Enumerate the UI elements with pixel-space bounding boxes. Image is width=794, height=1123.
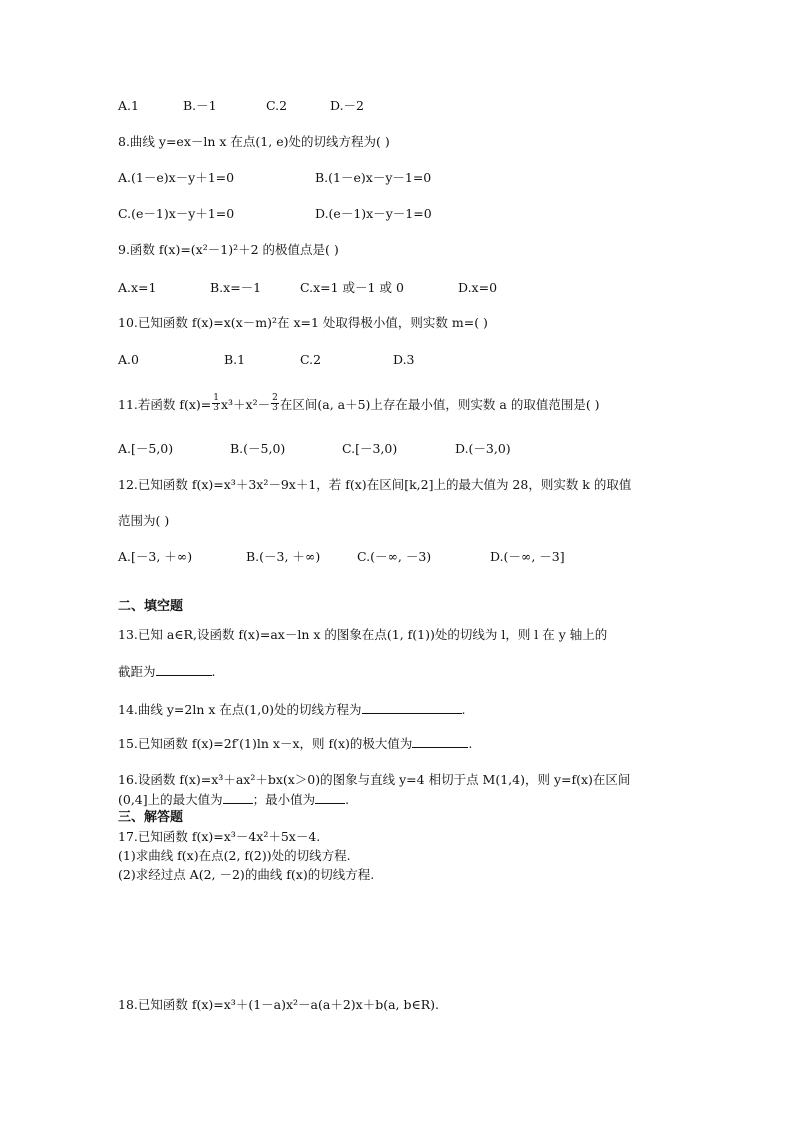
q13-line-2-period: .: [211, 664, 216, 679]
q11-stem: [118, 393, 600, 415]
q16-line-2-text-c: .: [345, 792, 350, 807]
q14-period: .: [461, 702, 466, 717]
q8-option-a: A.(1－e)x－y＋1=0: [118, 170, 235, 185]
q16-line-2-text-b: ；最小值为: [252, 792, 316, 807]
q16-max-answer-blank[interactable]: [223, 791, 253, 804]
q11-option-d: D.(－3,0): [455, 441, 511, 456]
q15-line: [118, 735, 472, 752]
q11-fraction-2: [271, 394, 279, 413]
q12-option-c: C.(－∞, －3): [357, 549, 432, 564]
q13-answer-blank[interactable]: [156, 663, 212, 676]
q17-part-2: (2)求经过点 A(2, －2)的曲线 f(x)的切线方程.: [118, 867, 375, 882]
q8-option-c: C.(e－1)x－y＋1=0: [118, 206, 235, 221]
section-answer-title: 三、解答题: [118, 810, 184, 825]
q10-option-a: A.0: [118, 352, 139, 367]
q12-option-b: B.(－3, ＋∞): [246, 549, 321, 564]
q17-stem: 17.已知函数 f(x)=x³－4x²＋5x－4.: [118, 829, 321, 844]
q14-line: [118, 701, 466, 718]
q9-option-c: C.x=1 或－1 或 0: [300, 280, 404, 295]
q16-min-answer-blank[interactable]: [315, 791, 345, 804]
q13-line-2: [118, 663, 216, 680]
q10-option-b: B.1: [224, 352, 246, 367]
q15-answer-blank[interactable]: [412, 735, 468, 748]
q13-line-2-text: 截距为: [118, 664, 156, 679]
q9-option-b: B.x=－1: [210, 280, 262, 295]
q11-stem-part-a: 11.若函数 f(x)=: [118, 397, 212, 412]
q7-option-c: C.2: [266, 98, 288, 113]
q11-option-b: B.(－5,0): [230, 441, 286, 456]
q8-stem: 8.曲线 y=ex－ln x 在点(1, e)处的切线方程为( ): [118, 134, 390, 149]
q7-option-b: B.－1: [183, 98, 217, 113]
q16-line-2-text-a: (0,4]上的最大值为: [118, 792, 223, 807]
q9-option-a: A.x=1: [118, 280, 157, 295]
q9-option-d: D.x=0: [458, 280, 498, 295]
q18-stem: 18.已知函数 f(x)=x³＋(1－a)x²－a(a＋2)x＋b(a, b∈R).: [118, 997, 439, 1012]
q17-part-1: (1)求曲线 f(x)在点(2, f(2))处的切线方程.: [118, 848, 351, 863]
q12-option-d: D.(－∞, －3]: [490, 549, 565, 564]
q12-stem-line-1: 12.已知函数 f(x)=x³＋3x²－9x＋1，若 f(x)在区间[k,2]上的最大值为 28，则实数 k 的取值: [118, 477, 632, 492]
q10-option-c: C.2: [300, 352, 322, 367]
q11-option-c: C.[－3,0): [342, 441, 398, 456]
q8-option-d: D.(e－1)x－y－1=0: [315, 206, 432, 221]
q10-stem: 10.已知函数 f(x)=x(x－m)²在 x=1 处取得极小值，则实数 m=( ): [118, 315, 488, 330]
section-fill-in-title: 二、填空题: [118, 599, 184, 614]
q11-fraction-2-denominator: 3: [272, 403, 278, 413]
q7-option-a: A.1: [118, 98, 139, 113]
q11-stem-part-b: x³＋x²－: [221, 397, 271, 412]
q15-period: .: [468, 736, 473, 751]
q9-stem: 9.函数 f(x)=(x²－1)²＋2 的极值点是( ): [118, 242, 339, 257]
q12-option-a: A.[－3, ＋∞): [118, 549, 193, 564]
q14-text: 14.曲线 y=2ln x 在点(1,0)处的切线方程为: [118, 702, 362, 717]
q11-fraction-2-numerator: 2: [272, 393, 278, 403]
q10-option-d: D.3: [393, 352, 415, 367]
q11-stem-part-c: 在区间(a, a＋5)上存在最小值，则实数 a 的取值范围是( ): [279, 397, 600, 412]
q11-option-a: A.[－5,0): [118, 441, 174, 456]
q11-fraction-1-denominator: 3: [213, 403, 219, 413]
q14-answer-blank[interactable]: [362, 701, 462, 714]
q11-fraction-1: [212, 394, 220, 413]
q8-option-b: B.(1－e)x－y－1=0: [315, 170, 432, 185]
q15-text: 15.已知函数 f(x)=2f′(1)ln x－x，则 f(x)的极大值为: [118, 736, 413, 751]
q13-line-1: 13.已知 a∈R,设函数 f(x)=ax－ln x 的图象在点(1, f(1))处的切线为 l，则 l 在 y 轴上的: [118, 627, 608, 642]
q16-line-2: [118, 791, 349, 808]
q12-stem-line-2: 范围为( ): [118, 513, 170, 528]
q16-line-1: 16.设函数 f(x)=x³＋ax²＋bx(x＞0)的图象与直线 y=4 相切于点 M(1,4)，则 y=f(x)在区间: [118, 772, 631, 787]
q11-fraction-1-numerator: 1: [213, 393, 219, 403]
q7-option-d: D.－2: [330, 98, 365, 113]
